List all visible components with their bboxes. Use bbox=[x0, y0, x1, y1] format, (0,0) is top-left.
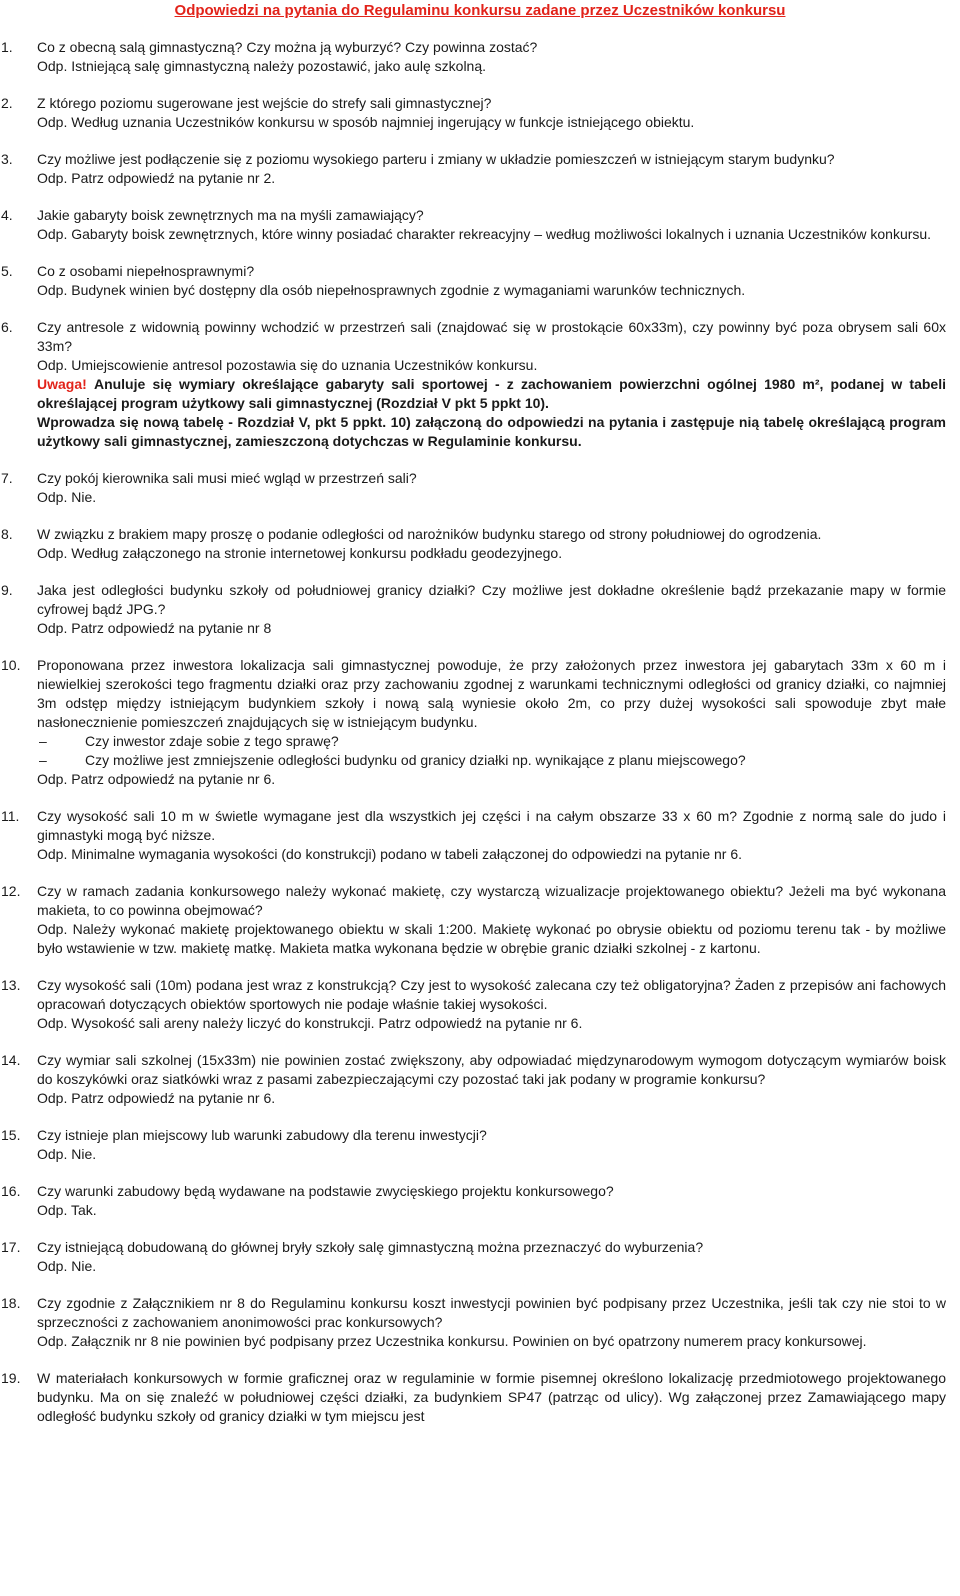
item-number: 15. bbox=[1, 1127, 21, 1143]
qa-item-11 bbox=[0, 807, 960, 864]
qa-list bbox=[0, 38, 960, 1444]
item-number: 10. bbox=[1, 657, 21, 673]
answer-text: Odp. Nie. bbox=[37, 489, 97, 505]
qa-item-13 bbox=[0, 976, 960, 1033]
answer-text: Odp. Patrz odpowiedź na pytanie nr 6. bbox=[37, 1090, 276, 1106]
item-number: 5. bbox=[1, 263, 13, 279]
item-number: 12. bbox=[1, 883, 21, 899]
answer-text: Odp. Patrz odpowiedź na pytanie nr 2. bbox=[37, 170, 276, 186]
question-text: Co z obecną salą gimnastyczną? Czy można ją wyburzyć? Czy powinna zostać? bbox=[37, 39, 538, 55]
item-number: 17. bbox=[1, 1239, 21, 1255]
item-number: 4. bbox=[1, 207, 13, 223]
question-text: Jakie gabaryty boisk zewnętrznych ma na myśli zamawiający? bbox=[37, 207, 424, 223]
dash-item bbox=[37, 732, 946, 751]
question-text: Czy możliwe jest podłączenie się z poziomu wysokiego parteru i zmiany w układzie pomieszczeń w istniejącym starym budynku? bbox=[37, 151, 835, 167]
question-text: Czy istniejącą dobudowaną do głównej bryły szkoły salę gimnastyczną można przeznaczyć do wyburzenia? bbox=[37, 1239, 704, 1255]
qa-item-17 bbox=[0, 1238, 960, 1276]
question-text: Co z osobami niepełnosprawnymi? bbox=[37, 263, 255, 279]
item-number: 9. bbox=[1, 582, 13, 598]
item-number: 1. bbox=[1, 39, 13, 55]
dash-mark: – bbox=[39, 752, 47, 768]
qa-item-3 bbox=[0, 150, 960, 188]
warning-label: Uwaga! bbox=[37, 376, 87, 392]
question-text: W związku z brakiem mapy proszę o podanie odległości od narożników budynku starego od strony południowej do ogrodzenia. bbox=[37, 526, 822, 542]
item-number: 3. bbox=[1, 151, 13, 167]
answer-text: Odp. Budynek winien być dostępny dla osób niepełnosprawnych zgodnie z wymaganiami warunków technicznych. bbox=[37, 282, 746, 298]
question-text: Czy wymiar sali szkolnej (15x33m) nie powinien zostać zwiększony, aby odpowiadać międzynarodowym wymogom dotyczącym wymiarów boisk do koszykówki oraz siatkówki wraz z pasami zabezpieczającymi czy pozostać taki jak podany w programie konkursu? bbox=[37, 1052, 946, 1087]
question-text: Z którego poziomu sugerowane jest wejście do strefy sali gimnastycznej? bbox=[37, 95, 492, 111]
answer-text: Odp. Nie. bbox=[37, 1258, 97, 1274]
dash-text: Czy inwestor zdaje sobie z tego sprawę? bbox=[85, 733, 339, 749]
item-number: 2. bbox=[1, 95, 13, 111]
qa-item-19 bbox=[0, 1369, 960, 1426]
answer-text: Odp. Umiejscowienie antresol pozostawia się do uznania Uczestników konkursu. bbox=[37, 357, 538, 373]
qa-item-15 bbox=[0, 1126, 960, 1164]
question-text: Czy warunki zabudowy będą wydawane na podstawie zwycięskiego projektu konkursowego? bbox=[37, 1183, 614, 1199]
qa-item-16 bbox=[0, 1182, 960, 1220]
qa-item-2 bbox=[0, 94, 960, 132]
answer-text: Odp. Według uznania Uczestników konkursu w sposób najmniej ingerujący w funkcje istniejącego obiektu. bbox=[37, 114, 695, 130]
qa-item-8 bbox=[0, 525, 960, 563]
qa-item-14 bbox=[0, 1051, 960, 1108]
answer-text: Odp. Tak. bbox=[37, 1202, 97, 1218]
qa-item-10 bbox=[0, 656, 960, 789]
page-title: Odpowiedzi na pytania do Regulaminu konkursu zadane przez Uczestników konkursu bbox=[174, 2, 786, 19]
item-number: 18. bbox=[1, 1295, 21, 1311]
item-number: 16. bbox=[1, 1183, 21, 1199]
qa-item-1 bbox=[0, 38, 960, 76]
question-text: Jaka jest odległości budynku szkoły od południowej granicy działki? Czy możliwe jest dokładne określenie bądź przekazanie mapy w formie cyfrowej bądź JPG.? bbox=[37, 582, 946, 617]
dash-item bbox=[37, 751, 946, 770]
answer-text: Odp. Patrz odpowiedź na pytanie nr 8 bbox=[37, 620, 272, 636]
qa-item-12 bbox=[0, 882, 960, 958]
qa-item-4 bbox=[0, 206, 960, 244]
answer-text: Odp. Należy wykonać makietę projektowanego obiektu w skali 1:200. Makietę wykonać po obrysie obiektu od poziomu terenu tak - by możliwe było wstawienie w tzw. makietę matkę. Makieta matka wykonana będzie w obrębie granic działki szkolnej - z kartonu. bbox=[37, 921, 946, 956]
item-number: 8. bbox=[1, 526, 13, 542]
answer-text: Odp. Wysokość sali areny należy liczyć do konstrukcji. Patrz odpowiedź na pytanie nr 6. bbox=[37, 1015, 583, 1031]
question-text: Czy zgodnie z Załącznikiem nr 8 do Regulaminu konkursu koszt inwestycji powinien być podpisany przez Uczestnika, jeśli tak czy nie stoi to w sprzeczności z zachowaniem anonimowości prac konkursowych? bbox=[37, 1295, 946, 1330]
item-number: 13. bbox=[1, 977, 21, 993]
item-number: 7. bbox=[1, 470, 13, 486]
question-text: Czy istnieje plan miejscowy lub warunki zabudowy dla terenu inwestycji? bbox=[37, 1127, 487, 1143]
qa-item-6 bbox=[0, 318, 960, 451]
warning-notice bbox=[37, 375, 946, 413]
qa-item-7 bbox=[0, 469, 960, 507]
question-text: Czy antresole z widownią powinny wchodzić w przestrzeń sali (znajdować się w prostokącie 60x33m), czy powinny być poza obrysem sali 60x 33m? bbox=[37, 319, 946, 354]
question-text: W materiałach konkursowych w formie graficznej oraz w regulaminie w formie pisemnej określono lokalizację przedmiotowego projektowanego budynku. Ma on się znaleźć w południowej części działki, za budynkiem SP47 (patrząc od ulicy). Wg załączonej przez Zamawiającego mapy odległość budynku szkoły od granicy działki w tym miejscu jest bbox=[37, 1370, 946, 1424]
question-text: Czy w ramach zadania konkursowego należy wykonać makietę, czy wystarczą wizualizacje projektowanego obiektu? Jeżeli ma być wykonana makieta, to co powinna obejmować? bbox=[37, 883, 946, 918]
answer-text: Odp. Minimalne wymagania wysokości (do konstrukcji) podano w tabeli załączonej do odpowiedzi na pytanie nr 6. bbox=[37, 846, 743, 862]
question-text: Czy pokój kierownika sali musi mieć wgląd w przestrzeń sali? bbox=[37, 470, 417, 486]
warning-text-second: Wprowadza się nową tabelę - Rozdział V, pkt 5 ppkt. 10) załączoną do odpowiedzi na pytania i zastępuje nią tabelę określającą program użytkowy sali gimnastycznej, zamieszczoną dotychczas w Regulaminie konkursu. bbox=[37, 414, 946, 449]
qa-item-18 bbox=[0, 1294, 960, 1351]
dash-mark: – bbox=[39, 733, 47, 749]
question-text: Czy wysokość sali 10 m w świetle wymagane jest dla wszystkich jej części i na całym obszarze 33 x 60 m? Zgodnie z normą sale do judo i gimnastyki mogą być niższe. bbox=[37, 808, 946, 843]
qa-item-5 bbox=[0, 262, 960, 300]
qa-item-9 bbox=[0, 581, 960, 638]
answer-text: Odp. Gabaryty boisk zewnętrznych, które winny posiadać charakter rekreacyjny – według możliwości lokalnych i uznania Uczestników konkursu. bbox=[37, 226, 932, 242]
item-number: 14. bbox=[1, 1052, 21, 1068]
item-number: 6. bbox=[1, 319, 13, 335]
answer-text: Odp. Nie. bbox=[37, 1146, 97, 1162]
answer-text: Odp. Istniejącą salę gimnastyczną należy pozostawić, jako aulę szkolną. bbox=[37, 58, 487, 74]
answer-text: Odp. Według załączonego na stronie internetowej konkursu podkładu geodezyjnego. bbox=[37, 545, 563, 561]
warning-text: Anuluje się wymiary określające gabaryty sali sportowej - z zachowaniem powierzchni ogólnej 1980 m², podanej w tabeli określającej program użytkowy sali gimnastycznej (Rozdział V pkt 5 ppkt 10). bbox=[37, 376, 946, 411]
item-number: 19. bbox=[1, 1370, 21, 1386]
question-text: Proponowana przez inwestora lokalizacja sali gimnastycznej powoduje, że przy założonych przez inwestora jej gabarytach 33m x 60 m i niewielkiej szerokości tego fragmentu działki oraz przy zachowaniu zgodnej z warunkami technicznymi odległości od granicy działki, co najmniej 3m odstęp między istniejącym budynkiem szkoły i nową salą wyniesie około 2m, co przy dużej wysokości sali spowoduje zbyt małe nasłonecznienie pomieszczeń znajdujących się w istniejącym budynku. bbox=[37, 657, 946, 730]
item-number: 11. bbox=[1, 808, 20, 824]
question-text: Czy wysokość sali (10m) podana jest wraz z konstrukcją? Czy jest to wysokość zalecana czy też obligatoryjna? Żaden z przepisów ani fachowych opracowań dotyczących obiektów sportowych nie podaje właśnie takiej wysokości. bbox=[37, 977, 946, 1012]
answer-text: Odp. Załącznik nr 8 nie powinien być podpisany przez Uczestnika konkursu. Powinien on być opatrzony numerem pracy konkursowej. bbox=[37, 1333, 867, 1349]
dash-text: Czy możliwe jest zmniejszenie odległości budynku od granicy działki np. wynikające z planu miejscowego? bbox=[85, 752, 746, 768]
answer-text: Odp. Patrz odpowiedź na pytanie nr 6. bbox=[37, 771, 276, 787]
